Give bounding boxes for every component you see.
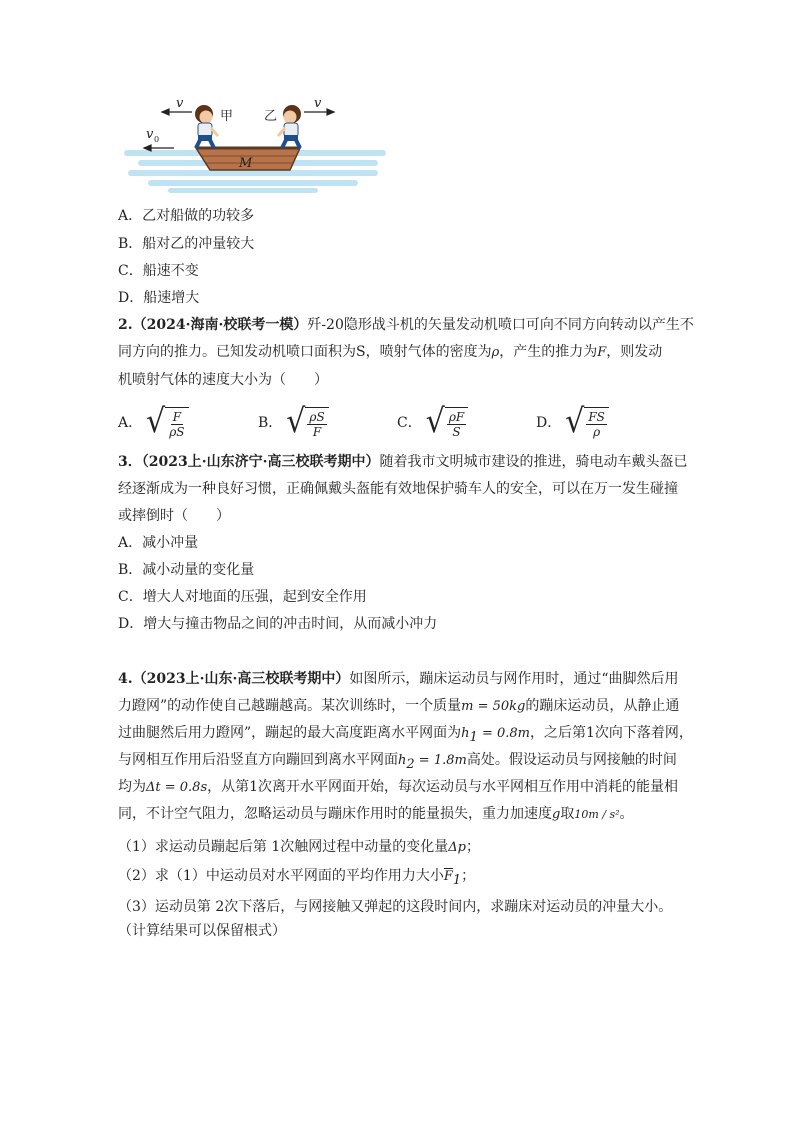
q4-line-5 xyxy=(118,777,678,798)
q4-text-6c: 。 xyxy=(619,806,634,822)
q2-text-2c: ，则发动 xyxy=(606,344,663,360)
q4-sub2-text: （2）求（1）中运动员对水平网面的平均作用力大小 xyxy=(118,868,444,884)
q4-text-1: 如图所示，蹦床运动员与网作用时，通过“曲脚然后用 xyxy=(349,671,679,687)
q2-F: F xyxy=(597,345,607,360)
person-jia-icon xyxy=(195,105,218,148)
q4-g-val: 10m / s² xyxy=(574,808,620,821)
q4-g: g xyxy=(552,807,561,822)
q4-sub-1 xyxy=(118,837,480,858)
q2-option-a xyxy=(118,402,189,442)
q2-text-2b: ，产生的推力为 xyxy=(499,344,598,360)
q2-a-den: ρS xyxy=(169,424,185,439)
q4-h2-sub: 2 xyxy=(406,756,415,772)
q4-note: （计算结果可以保留根式） xyxy=(118,923,286,939)
q2-option-a-label: A． xyxy=(118,415,143,431)
q4-text-3a: 过曲腿然后用力蹬网”，蹦起的最大高度距离水平网面为 xyxy=(118,725,462,741)
q4-text-6a: 同，不计空气阻力，忽略运动员与蹦床作用时的能量损失，重力加速度 xyxy=(118,806,552,822)
q3-source: 3．（2023上·山东济宁·高三校联考期中） xyxy=(118,454,380,470)
q2-option-c-label: C． xyxy=(397,415,422,431)
q4-sub2-end: ； xyxy=(461,868,476,884)
q4-text-2b: 的蹦床运动员，从静止通 xyxy=(525,698,680,714)
q2-source: 2.（2024·海南·校联考一模） xyxy=(118,317,308,333)
q2-option-d-label: D． xyxy=(536,415,562,431)
q3-line-3: 或摔倒时（ ） xyxy=(118,508,230,524)
person-yi-icon xyxy=(278,105,301,148)
q4-text-5b: ，从第1次离开水平网面开始，每次运动员与水平网相互作用中消耗的能量相 xyxy=(207,779,679,795)
q4-sub1-end: ； xyxy=(465,839,480,855)
q4-line-3 xyxy=(118,723,693,748)
q3-line-2: 经逐渐成为一种良好习惯，正确佩戴头盔能有效地保护骑车人的安全，可以在万一发生碰撞 xyxy=(118,481,678,497)
q4-sub1-text: （1）求运动员蹦起后第 1次触网过程中动量的变化量 xyxy=(118,839,449,855)
q2-a-num: F xyxy=(172,409,182,424)
q4-line-1 xyxy=(118,669,678,689)
q2-option-b xyxy=(258,402,329,442)
q4-sub-2 xyxy=(118,866,475,891)
sqrt-icon: √ $\frac{F}{\rho S}$ xyxy=(146,404,188,440)
q4-h1-sub: 1 xyxy=(469,729,478,745)
q3-option-c: C．增大人对地面的压强，起到安全作用 xyxy=(118,589,367,605)
q1-option-c: C．船速不变 xyxy=(118,263,199,279)
q2-line-1 xyxy=(118,315,694,335)
q4-dp: Δp xyxy=(448,840,466,855)
q2-d-num: FS xyxy=(588,409,605,424)
q2-d-den: ρ xyxy=(593,424,601,439)
boat-mass-label: M xyxy=(239,156,253,171)
q2-line-2 xyxy=(118,342,662,363)
label-yi: 乙 xyxy=(264,109,278,124)
q4-source: 4.（2023上·山东·高三校联考期中） xyxy=(118,671,350,687)
boat-figure xyxy=(118,90,398,200)
q4-line-4 xyxy=(118,750,677,775)
label-v0-sub: 0 xyxy=(154,135,160,144)
label-v-left: v xyxy=(176,96,184,111)
q4-text-4a: 与网相互作用后沿竖直方向蹦回到离水平网面 xyxy=(118,752,398,768)
q2-c-den: S xyxy=(452,424,461,439)
q4-line-2 xyxy=(118,696,679,717)
q4-text-2a: 力蹬网”的动作使自己越蹦越高。某次训练时，一个质量 xyxy=(118,698,462,714)
label-v-right: v xyxy=(314,96,322,111)
q4-F1-sub: 1 xyxy=(452,872,462,888)
q2-b-den: F xyxy=(312,424,322,439)
q4-dt: Δt = 0.8s xyxy=(146,780,208,795)
q1-option-a: A．乙对船做的功较多 xyxy=(118,208,255,224)
q2-line-3: 机喷射气体的速度大小为（ ） xyxy=(118,372,328,388)
q2-c-num: ρF xyxy=(448,409,465,424)
q3-text-1: 随着我市文明城市建设的推进，骑电动车戴头盔已 xyxy=(379,454,688,470)
q4-text-6b: 取 xyxy=(560,806,575,822)
sqrt-icon: √ $\frac{\rho F}{S}$ xyxy=(426,404,469,440)
q2-option-b-label: B． xyxy=(258,415,283,431)
label-jia: 甲 xyxy=(220,109,234,124)
q2-rho: ρ xyxy=(491,345,500,360)
q4-text-3b: ，之后第1次向下落着网， xyxy=(529,725,693,741)
q2-text-1: 歼-20隐形战斗机的矢量发动机喷口可向不同方向转动以产生不 xyxy=(307,317,694,333)
sqrt-icon: √ $\frac{\rho S}{F}$ xyxy=(286,404,328,440)
q4-sub-3: （3）运动员第 2次下落后，与网接触又弹起的这段时间内，求蹦床对运动员的冲量大小。 xyxy=(118,899,673,915)
q1-option-d: D．船速增大 xyxy=(118,290,200,306)
q2-options xyxy=(118,402,678,442)
q4-line-6 xyxy=(118,804,634,825)
q3-option-b: B．减小动量的变化量 xyxy=(118,562,255,578)
q2-option-c xyxy=(397,402,468,442)
q3-option-a: A．减小冲量 xyxy=(118,535,199,551)
q4-h2-val: = 1.8m xyxy=(414,753,467,768)
sqrt-icon: √ $\frac{FS}{\rho}$ xyxy=(565,404,609,440)
q4-mass: m = 50kg xyxy=(461,699,526,714)
q2-option-d xyxy=(536,402,609,442)
label-v0: v xyxy=(146,127,154,142)
q4-h2: h xyxy=(398,753,407,768)
q3-option-d: D．增大与撞击物品之间的冲击时间，从而减小冲力 xyxy=(118,616,438,632)
q4-F1: $\overline{F}$ xyxy=(443,869,453,884)
q3-line-1 xyxy=(118,452,687,472)
q4-text-5a: 均为 xyxy=(118,779,146,795)
q2-text-2a: 同方向的推力。已知发动机喷口面积为S，喷射气体的密度为 xyxy=(118,344,492,360)
q1-option-b: B．船对乙的冲量较大 xyxy=(118,236,255,252)
q4-h1-val: = 0.8m xyxy=(477,726,530,741)
q2-b-num: ρS xyxy=(309,409,325,424)
q4-h1: h xyxy=(461,726,470,741)
q4-text-4b: 高处。假设运动员与网接触的时间 xyxy=(466,752,677,768)
